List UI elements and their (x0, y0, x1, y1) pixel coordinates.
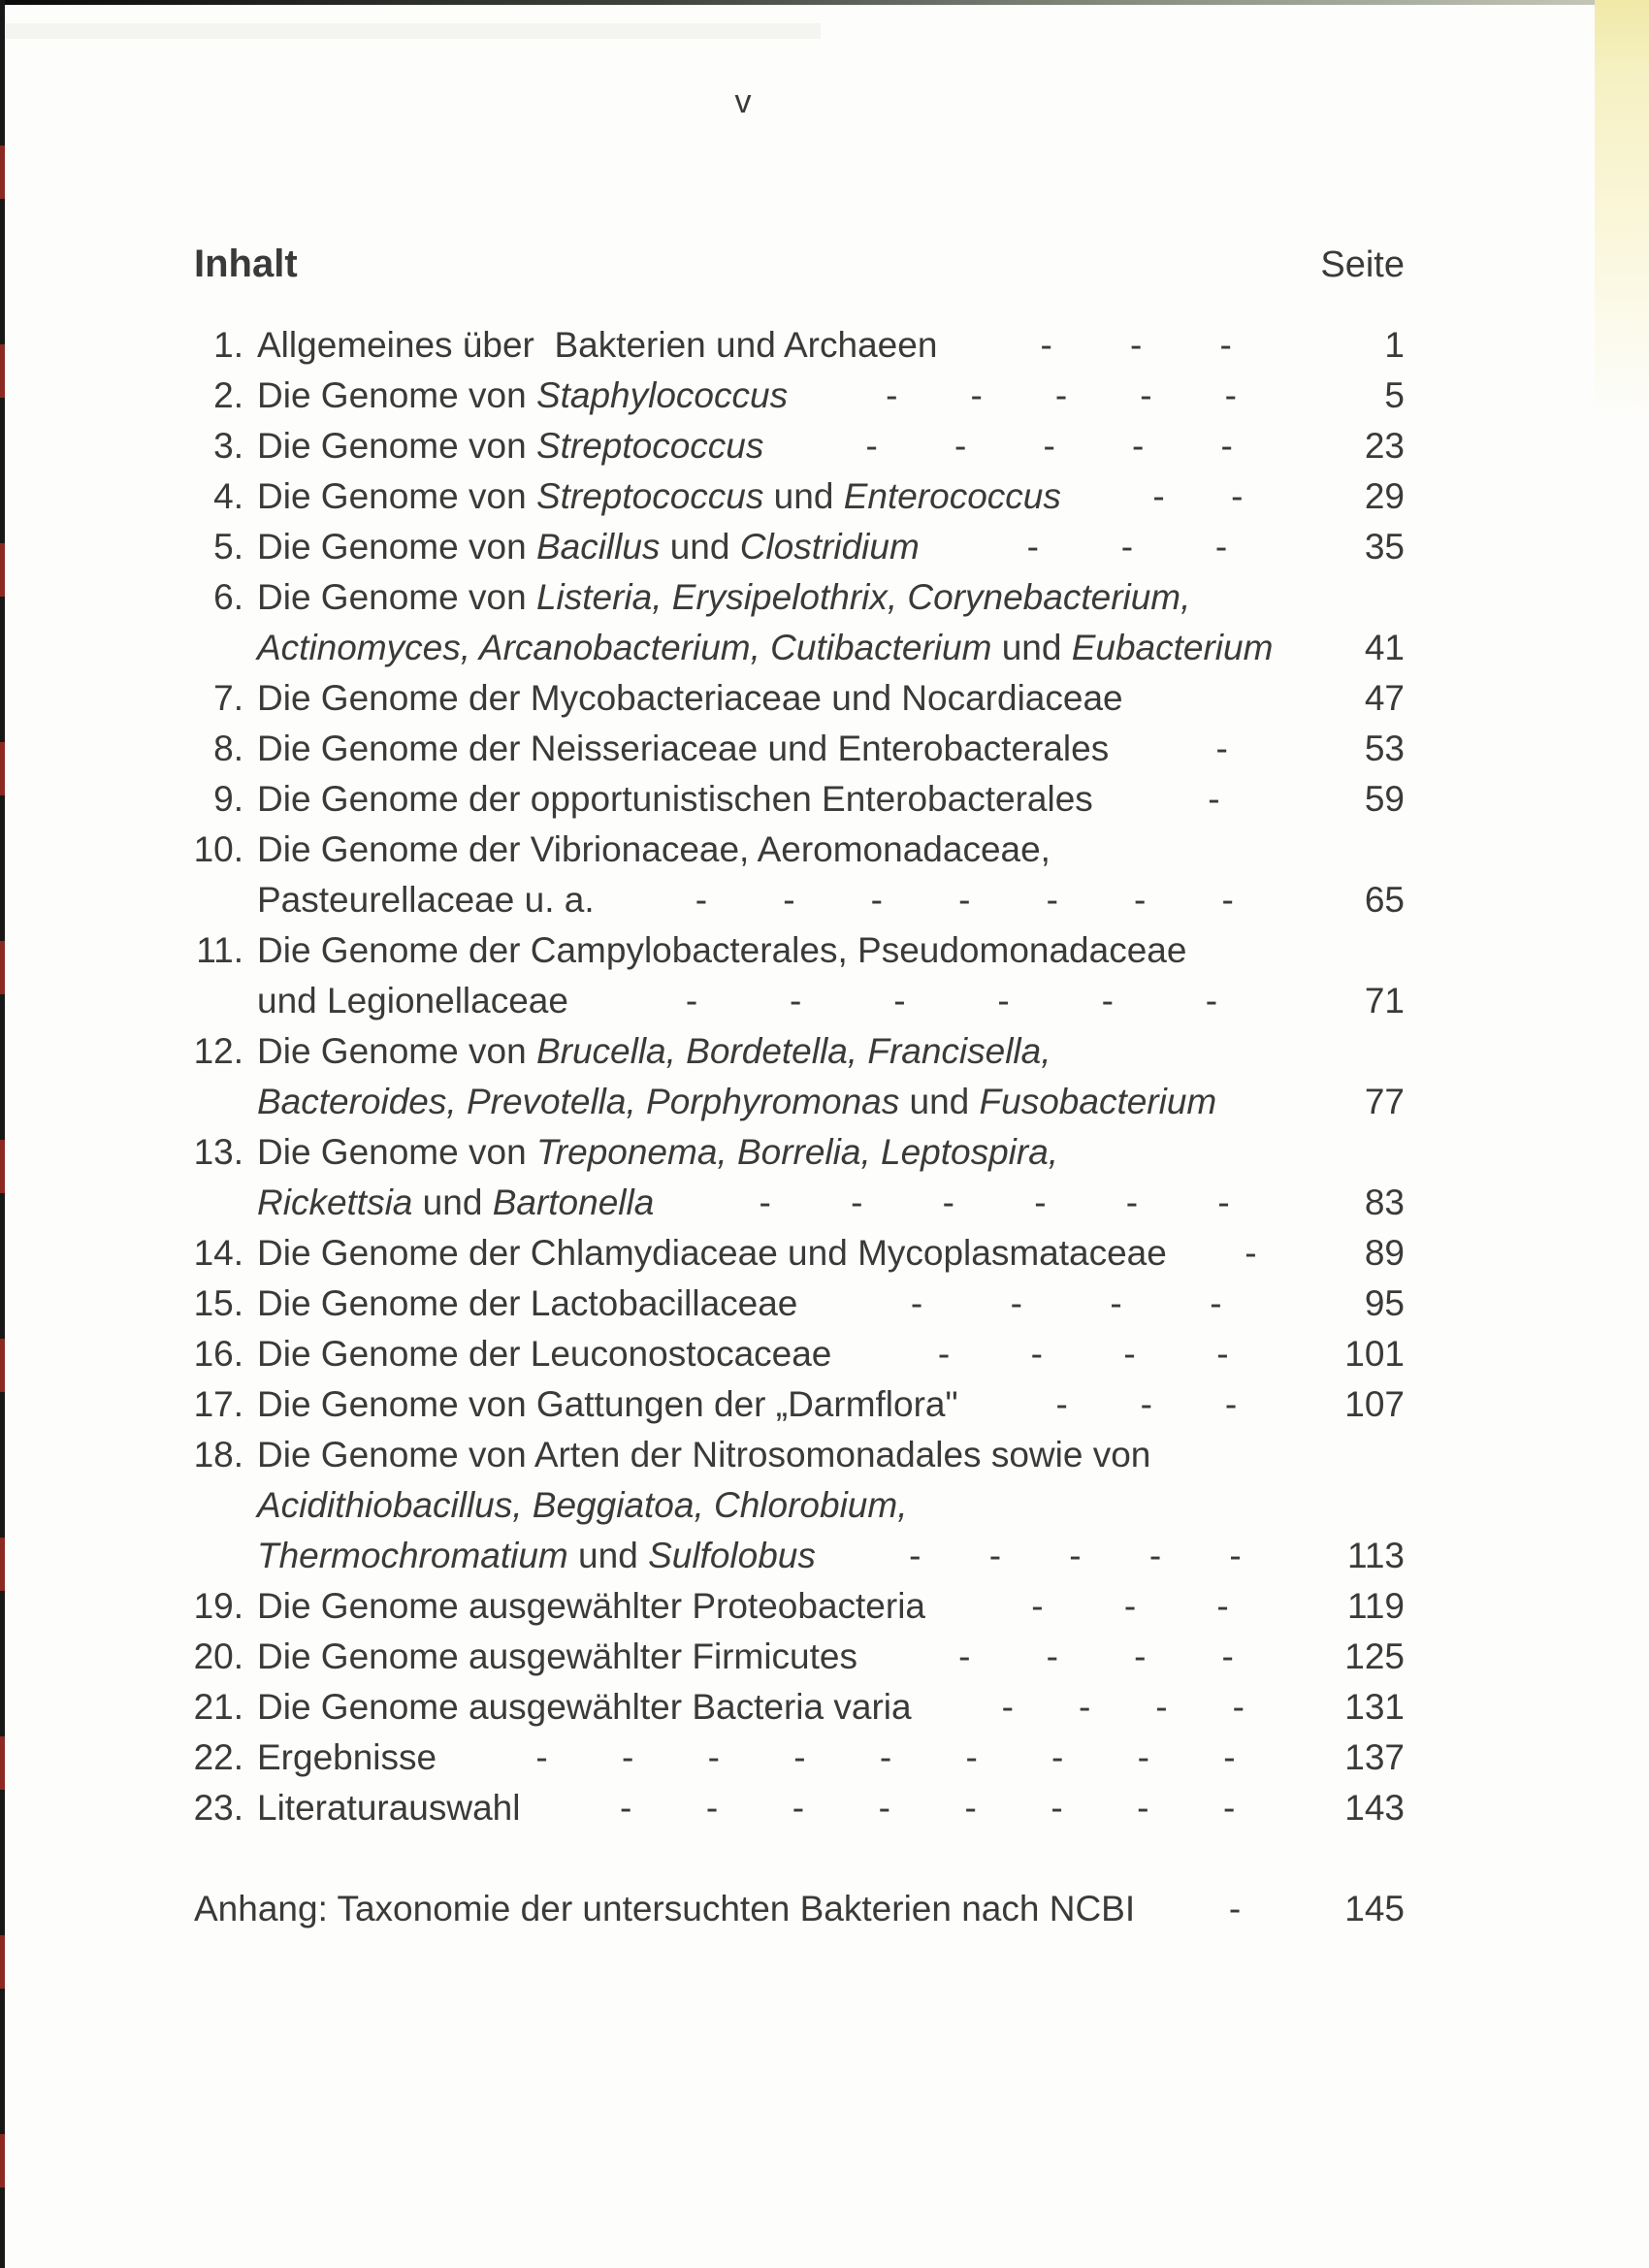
text-segment: Die Genome der Neisseriaceae und Enterobacterales (257, 729, 1110, 768)
toc-entry-number: 13. (193, 1132, 243, 1172)
text-segment: und (991, 628, 1072, 667)
toc-row (179, 673, 1405, 724)
text-segment: und Legionellaceae (257, 981, 568, 1021)
toc-entry-text (243, 1228, 1167, 1279)
toc-entry-text (243, 471, 1061, 522)
leader-dash: - (1152, 476, 1165, 516)
toc-entry-text (243, 875, 595, 925)
leader-dash: - (1130, 325, 1143, 365)
toc-entry-text (243, 1531, 816, 1581)
leader-dash: - (1155, 1687, 1168, 1727)
toc-row (179, 371, 1405, 421)
taxon-name: Actinomyces, Arcanobacterium, Cutibacterium (257, 628, 992, 667)
toc-entry-number: 9. (213, 779, 243, 819)
text-segment: Allgemeines über Bakterien und Archaeen (257, 325, 938, 365)
toc-row (179, 1733, 1405, 1783)
text-segment: und (899, 1082, 980, 1121)
leader-dash: - (1046, 1636, 1058, 1676)
leader-dash: - (1046, 880, 1058, 920)
dash-leader (520, 1783, 1335, 1833)
toc-entry-text (243, 1733, 436, 1783)
leader-dash: - (1055, 1384, 1068, 1424)
toc-appendix-row (179, 1884, 1405, 1934)
toc-row (179, 623, 1405, 673)
toc-page-number: 77 (1364, 1082, 1405, 1121)
dash-leader (797, 1279, 1335, 1329)
dash-leader (831, 1329, 1335, 1379)
toc-page-number: 59 (1364, 779, 1405, 819)
toc-entry-text (243, 925, 1186, 976)
leader-dash: - (937, 1334, 951, 1374)
leader-dash: - (1101, 981, 1114, 1021)
leader-dash: - (1069, 1536, 1082, 1575)
leader-dash: - (942, 1183, 954, 1222)
leader-dash: - (1224, 1384, 1238, 1424)
taxon-name: Acidithiobacillus, Beggiatoa, Chlorobium, (257, 1485, 908, 1525)
leader-dash: - (1120, 527, 1134, 567)
taxon-name: Brucella, Bordetella, Francisella, (535, 1031, 1051, 1071)
dash-leader (1061, 471, 1335, 522)
leader-dash: - (1040, 325, 1052, 365)
text-segment: Die Genome von (257, 375, 536, 415)
text-segment: Die Genome von (257, 527, 536, 567)
taxon-name: Listeria, Erysipelothrix, Corynebacterium, (535, 577, 1191, 617)
leader-dash: - (1232, 1687, 1245, 1727)
leader-dash: - (1125, 1183, 1139, 1222)
leader-dash: - (1140, 1384, 1152, 1424)
toc-row (179, 1228, 1405, 1279)
page-marker: v (734, 83, 752, 120)
leader-dash: - (792, 1788, 805, 1828)
scan-edge-left (0, 0, 5, 2268)
scan-edge-yellow (1595, 0, 1649, 417)
text-segment: Die Genome der Mycobacteriaceae und Nocardiaceae (257, 678, 1123, 718)
leader-dash: - (879, 1737, 892, 1777)
leader-dash: - (1026, 527, 1039, 567)
toc-entry-text (243, 825, 1051, 875)
toc-entry-number: 21. (193, 1687, 243, 1727)
toc-page-number: 35 (1364, 527, 1405, 567)
leader-dash: - (1137, 1737, 1149, 1777)
toc-row (179, 1531, 1405, 1581)
toc-page-number: 23 (1364, 426, 1405, 466)
leader-dash: - (1134, 1636, 1147, 1676)
toc-row (179, 976, 1405, 1026)
toc-entry-number: 6. (213, 577, 243, 617)
leader-dash: - (1051, 1737, 1064, 1777)
leader-dash: - (1132, 426, 1145, 466)
toc-row (179, 1480, 1405, 1531)
text-segment: und (763, 476, 844, 516)
text-segment: Die Genome von (257, 1132, 536, 1172)
text-segment: Die Genome ausgewählter Firmicutes (257, 1636, 857, 1676)
toc-entry-text (243, 1430, 1150, 1480)
toc-entry-text (243, 1783, 520, 1833)
dash-leader (568, 976, 1335, 1026)
leader-dash: - (707, 1737, 720, 1777)
toc-entry-number: 7. (213, 678, 243, 718)
toc-entry-number: 11. (196, 930, 243, 970)
toc-entry-text (243, 623, 1273, 673)
toc-row (179, 471, 1405, 522)
toc-page-number: 113 (1347, 1536, 1405, 1575)
leader-dash: - (1210, 1283, 1222, 1323)
toc-row (179, 925, 1405, 976)
leader-dash: - (1216, 1586, 1229, 1626)
toc-page-number: 89 (1364, 1233, 1405, 1273)
toc-entry-text (179, 1884, 1135, 1934)
leader-dash: - (1224, 375, 1237, 415)
leader-dash: - (1010, 1283, 1022, 1323)
toc-page-number: 65 (1364, 880, 1405, 920)
toc-row (179, 421, 1405, 471)
text-segment: Die Genome von (257, 577, 536, 617)
toc-entry-text (243, 673, 1123, 724)
leader-dash: - (1051, 1788, 1063, 1828)
leader-dash: - (1078, 1687, 1091, 1727)
leader-dash: - (1137, 1788, 1149, 1828)
leader-dash: - (1054, 375, 1068, 415)
leader-dash: - (1205, 981, 1218, 1021)
toc-page-number: 145 (1344, 1889, 1405, 1928)
taxon-name: Eubacterium (1071, 628, 1274, 667)
text-segment: Die Genome von Arten der Nitrosomonadales sowie von (257, 1435, 1151, 1474)
text-segment: und (660, 527, 740, 567)
text-segment: Die Genome der Leuconostocaceae (257, 1334, 832, 1374)
dash-leader (937, 320, 1335, 371)
toc-page-number: 125 (1344, 1636, 1405, 1676)
dash-leader (436, 1733, 1335, 1783)
taxon-name: Staphylococcus (535, 375, 789, 415)
toc-row (179, 1178, 1405, 1228)
toc-entry-number: 17. (193, 1384, 243, 1424)
leader-dash: - (1123, 1334, 1136, 1374)
leader-dash: - (695, 880, 708, 920)
leader-dash: - (1140, 375, 1152, 415)
leader-dash: - (851, 1183, 863, 1222)
toc-page-number: 29 (1364, 476, 1405, 516)
dash-leader (1093, 774, 1335, 825)
leader-dash: - (886, 375, 898, 415)
toc-entry-text (243, 774, 1093, 825)
text-segment: Ergebnisse (257, 1737, 437, 1777)
leader-dash: - (622, 1737, 634, 1777)
text-segment: Die Genome von (257, 426, 536, 466)
leader-dash: - (1220, 426, 1233, 466)
leader-dash: - (1221, 1636, 1234, 1676)
toc-page-number: 41 (1364, 628, 1405, 667)
toc-entry-text (243, 572, 1190, 623)
toc-row (179, 1379, 1405, 1430)
taxon-name: Treponema, Borrelia, Leptospira, (535, 1132, 1059, 1172)
toc-page-number: 83 (1364, 1183, 1405, 1222)
toc-entry-text (243, 1026, 1051, 1077)
dash-leader (1167, 1228, 1335, 1279)
toc-entry-number: 23. (193, 1788, 243, 1828)
leader-dash: - (1231, 476, 1244, 516)
text-segment: Pasteurellaceae u. a. (257, 880, 595, 920)
leader-dash: - (893, 981, 906, 1021)
dash-leader (788, 371, 1335, 421)
taxon-name: Sulfolobus (648, 1536, 816, 1575)
text-segment: Die Genome von (257, 1031, 536, 1071)
page-title: Inhalt (194, 243, 298, 285)
text-segment: Die Genome ausgewählter Bacteria varia (257, 1687, 912, 1727)
leader-dash: - (1245, 1233, 1257, 1273)
leader-dash: - (970, 375, 983, 415)
toc-page-number: 53 (1364, 729, 1405, 768)
toc-entry-text (243, 320, 937, 371)
taxon-name: Bacillus (535, 527, 661, 567)
leader-dash: - (1030, 1334, 1043, 1374)
toc-entry-text (243, 1127, 1058, 1178)
toc-row (179, 1783, 1405, 1833)
toc-entry-number: 20. (193, 1636, 243, 1676)
leader-dash: - (620, 1788, 632, 1828)
toc-entry-number: 5. (213, 527, 243, 567)
toc-entry-text (243, 976, 568, 1026)
leader-dash: - (1031, 1586, 1044, 1626)
toc-page-number: 95 (1364, 1283, 1405, 1323)
text-segment: Die Genome der Chlamydiaceae und Mycoplasmataceae (257, 1233, 1167, 1273)
text-segment: Anhang: Taxonomie der untersuchten Bakterien nach NCBI (194, 1889, 1136, 1928)
text-segment: und (567, 1536, 649, 1575)
toc-entry-text (243, 1379, 958, 1430)
dash-leader (1135, 1884, 1335, 1934)
leader-dash: - (1215, 729, 1228, 768)
leader-dash: - (958, 880, 971, 920)
toc-entry-text (243, 1178, 654, 1228)
leader-dash: - (878, 1788, 890, 1828)
scan-edge-top (0, 0, 1649, 5)
dash-leader (925, 1581, 1335, 1632)
leader-dash: - (1110, 1283, 1122, 1323)
leader-dash: - (705, 1788, 719, 1828)
text-segment: Die Genome der Vibrionaceae, Aeromonadaceae, (257, 829, 1051, 869)
toc-entry-text (243, 371, 788, 421)
leader-dash: - (910, 1283, 923, 1323)
toc-row (179, 1632, 1405, 1682)
leader-dash: - (1216, 1334, 1229, 1374)
leader-dash: - (865, 426, 878, 466)
toc-row (179, 522, 1405, 572)
toc-entry-number: 19. (193, 1586, 243, 1626)
text-segment: Die Genome der opportunistischen Enterobacterales (257, 779, 1093, 819)
toc-header (194, 243, 1405, 286)
taxon-name: Thermochromatium (257, 1536, 568, 1575)
leader-dash: - (1034, 1183, 1047, 1222)
toc-page-number: 1 (1384, 325, 1405, 365)
toc-entry-number: 16. (193, 1334, 243, 1374)
toc-page-number: 5 (1384, 375, 1405, 415)
toc-page-number: 107 (1344, 1384, 1405, 1424)
dash-leader (857, 1632, 1335, 1682)
toc-entry-text (243, 1632, 857, 1682)
leader-dash: - (1221, 880, 1234, 920)
taxon-name: Rickettsia (257, 1183, 413, 1222)
text-segment: Die Genome ausgewählter Proteobacteria (257, 1586, 925, 1626)
toc-entry-number: 18. (193, 1435, 243, 1474)
dash-leader (816, 1531, 1335, 1581)
leader-dash: - (1228, 1889, 1242, 1928)
toc-entry-text (243, 1329, 831, 1379)
text-segment: Die Genome der Lactobacillaceae (257, 1283, 798, 1323)
toc-entry-number: 4. (213, 476, 243, 516)
taxon-name: Clostridium (739, 527, 920, 567)
toc-list (179, 320, 1405, 1934)
toc-entry-text (243, 1480, 907, 1531)
toc-entry-number: 22. (193, 1737, 243, 1777)
leader-dash: - (964, 1788, 977, 1828)
toc-row (179, 825, 1405, 875)
leader-dash: - (535, 1737, 548, 1777)
taxon-name: Bartonella (492, 1183, 655, 1222)
toc-row (179, 1430, 1405, 1480)
leader-dash: - (965, 1737, 978, 1777)
leader-dash: - (1148, 1536, 1162, 1575)
toc-row (179, 572, 1405, 623)
leader-dash: - (997, 981, 1010, 1021)
leader-dash: - (793, 1737, 806, 1777)
toc-row (179, 774, 1405, 825)
dash-leader (920, 522, 1335, 572)
toc-entry-number: 14. (193, 1233, 243, 1273)
toc-entry-text (243, 724, 1109, 774)
toc-page-number: 143 (1344, 1788, 1405, 1828)
leader-dash: - (1134, 880, 1147, 920)
toc-row (179, 1077, 1405, 1127)
text-segment: Die Genome von Gattungen der „Darmflora" (257, 1384, 958, 1424)
leader-dash: - (1223, 1788, 1236, 1828)
taxon-name: Streptococcus (535, 426, 764, 466)
leader-dash: - (790, 981, 802, 1021)
dash-leader (654, 1178, 1335, 1228)
scan-smudge (6, 23, 821, 39)
toc-page-number: 101 (1344, 1334, 1405, 1374)
leader-dash: - (685, 981, 698, 1021)
leader-dash: - (870, 880, 883, 920)
leader-dash: - (988, 1536, 1002, 1575)
toc-entry-number: 12. (193, 1031, 243, 1071)
toc-row (179, 1127, 1405, 1178)
toc-row (179, 1279, 1405, 1329)
leader-dash: - (909, 1536, 922, 1575)
toc-entry-number: 1. (213, 325, 243, 365)
dash-leader (595, 875, 1335, 925)
toc-entry-text (243, 421, 763, 471)
leader-dash: - (1214, 527, 1228, 567)
leader-dash: - (1219, 325, 1232, 365)
toc-row (179, 320, 1405, 371)
leader-dash: - (1208, 779, 1220, 819)
taxon-name: Streptococcus (535, 476, 764, 516)
leader-dash: - (958, 1636, 971, 1676)
text-segment: Literaturauswahl (257, 1788, 521, 1828)
toc-row (179, 1329, 1405, 1379)
toc-entry-text (243, 1279, 797, 1329)
toc-entry-text (243, 1581, 925, 1632)
toc-entry-number: 15. (193, 1283, 243, 1323)
toc-row (179, 1581, 1405, 1632)
toc-entry-number: 8. (213, 729, 243, 768)
text-segment: Die Genome von (257, 476, 536, 516)
toc-row (179, 724, 1405, 774)
leader-dash: - (1043, 426, 1055, 466)
text-segment: Die Genome der Campylobacterales, Pseudomonadaceae (257, 930, 1187, 970)
leader-dash: - (1001, 1687, 1014, 1727)
toc-page-number: 119 (1347, 1586, 1405, 1626)
toc-row (179, 875, 1405, 925)
toc-entry-number: 3. (213, 426, 243, 466)
leader-dash: - (1123, 1586, 1137, 1626)
taxon-name: Fusobacterium (979, 1082, 1217, 1121)
toc-row (179, 1682, 1405, 1733)
dash-leader (912, 1682, 1335, 1733)
toc-page-number: 131 (1344, 1687, 1405, 1727)
page-column-label: Seite (1320, 244, 1405, 285)
toc-entry-number: 2. (213, 375, 243, 415)
toc-page-number: 71 (1364, 981, 1405, 1021)
toc-entry-text (243, 1077, 1216, 1127)
dash-leader (763, 421, 1335, 471)
leader-dash: - (1229, 1536, 1242, 1575)
taxon-name: Bacteroides, Prevotella, Porphyromonas (257, 1082, 900, 1121)
text-segment: und (412, 1183, 493, 1222)
toc-page-number: 137 (1344, 1737, 1405, 1777)
leader-dash: - (954, 426, 967, 466)
leader-dash: - (759, 1183, 771, 1222)
toc-entry-number: 10. (193, 829, 243, 869)
toc-entry-text (243, 1682, 912, 1733)
dash-leader (958, 1379, 1335, 1430)
taxon-name: Enterococcus (843, 476, 1061, 516)
dash-leader (1109, 724, 1335, 774)
leader-dash: - (1223, 1737, 1236, 1777)
leader-dash: - (1217, 1183, 1230, 1222)
toc-page-number: 47 (1364, 678, 1405, 718)
toc-entry-text (243, 522, 920, 572)
toc-row (179, 1026, 1405, 1077)
leader-dash: - (783, 880, 795, 920)
